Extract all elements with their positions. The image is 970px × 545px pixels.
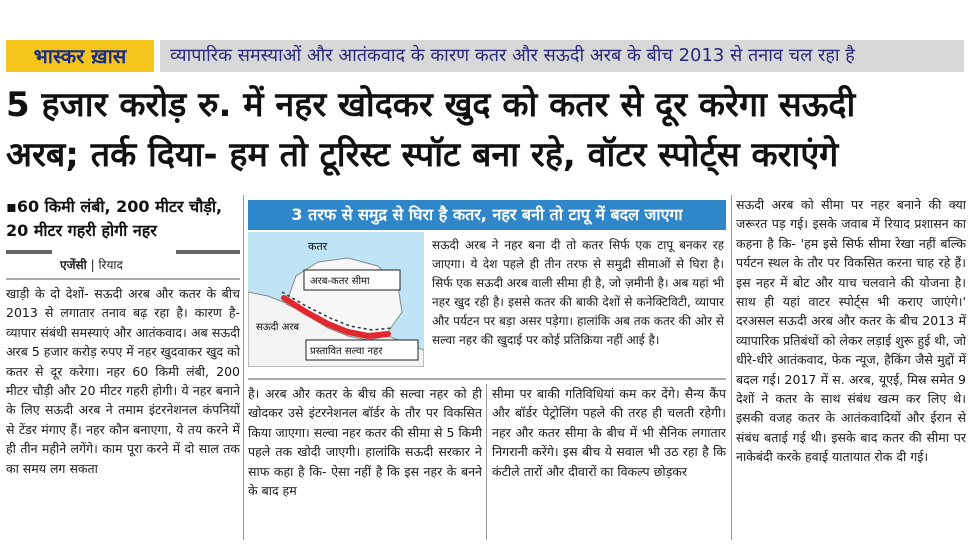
headline (6, 80, 966, 180)
column-3-text: सीमा पर बाकी गतिविधियां कम कर देंगे। सैन्य कैंप और बॉर्डर पेट्रोलिंग पहले की तरह ही चलती रहेगी। नहर और कतर सीमा के बीच में भी सैनिक लगातार निगरानी करेंगे। इस बीच ये सवाल भी उठ रहा है कि कंटीले तारों और दीवारों का विकल्प छोड़कर (492, 386, 726, 479)
column-divider-2 (486, 384, 487, 540)
column-divider-3 (731, 195, 732, 540)
column-1 (6, 284, 240, 478)
column-divider-1 (243, 195, 244, 540)
map-label-qatar: कतर (308, 240, 328, 253)
byline-place: रियाद (98, 258, 123, 272)
map-bottom-rule (248, 378, 726, 380)
byline-underline (6, 278, 240, 280)
headline-line-1: 5 हजार करोड़ रु. में नहर खोदकर खुद को कतर से दूर करेगा सऊदी (6, 85, 856, 125)
map-label-border: अरब-कतर सीमा (310, 276, 370, 287)
section-tag: भास्कर ख़ास (6, 40, 154, 72)
column-1-text: खाड़ी के दो देशों- सऊदी अरब और कतर के बीच 2013 से लगातार तनाव बढ़ रहा है। कारण है- व्यापार संबंधी समस्याएं और आतंकवाद। अब सऊदी अरब 5 हजार करोड़ रुपए में नहर खुदवाकर खुद को कतर से दूर करेगा। नहर 60 किमी लंबी, 200 मीटर चौड़ी और 20 मीटर गहरी होगी। ये नहर बनाने के लिए सऊदी अरब ने तमाम इंटरनेशनल कंपनियों से टेंडर मंगाए हैं। नहर कौन बनाएगा, ये तय करने में ही तीन महीने लगेंगे। काम पूरा करने में दो साल तक का समय लग सकता (6, 286, 240, 476)
byline-rule-right (176, 250, 240, 254)
map-subhead: 3 तरफ से समुद्र से घिरा है कतर, नहर बनी तो टापू में बदल जाएगा (248, 200, 726, 230)
map-description-text: सऊदी अरब ने नहर बना दी तो कतर सिर्फ एक टापू बनकर रह जाएगा। ये देश पहले ही तीन तरफ से समुद्री सीमाओं से घिरा है। सिर्फ एक सऊदी अरब वाली सीमा ही है, जो ज़मीनी है। अब यहां भी नहर खुद रही है। इससे कतर की बाकी देशों से कनेक्टिविटी, व्यापार और पर्यटन पर बड़ा असर पड़ेगा। हालांकि अब तक कतर की ओर से सल्वा नहर की खुदाई पर कोई प्रतिक्रिया नहीं आई है। (432, 238, 724, 347)
column-4-text: सऊदी अरब को सीमा पर नहर बनाने की क्या जरूरत पड़ गई। इसके जवाब में रियाद प्रशासन का कहना है कि- 'हम इसे सिर्फ सीमा रेखा नहीं बल्कि पर्यटन स्थल के तौर पर विकसित करना चाह रहे हैं। इस नहर में बोट और याच चलवाने की योजना है। साथ ही यहां वाटर स्पोर्ट्स भी कराए जाएंगे।' दरअसल सऊदी अरब और कतर के बीच 2013 में व्यापारिक प्रतिबंधों को लेकर लड़ाई शुरू हुई थी, जो धीरे-धीरे आतंकवाद, फेक न्यूज, हैकिंग जैसे मुद्दों में बदल गई। 2017 में स. अरब, यूएई, मिस्र समेत 9 देशों ने कतर के साथ संबंध खत्म कर लिए थे। इसकी वजह कतर के आतंकवादियों और ईरान से संबंध बताई गई थी। इसके बाद कतर की सीमा पर नाकेबंदी करके हवाई यातायात रोक दी गई। (736, 197, 966, 465)
byline: एजेंसी | रियाद (60, 258, 123, 272)
summary-bullet: ▪60 किमी लंबी, 200 मीटर चौड़ी, 20 मीटर गहरी होगी नहर (6, 197, 223, 240)
banner (0, 0, 970, 74)
column-2 (248, 384, 482, 500)
map-label-canal: प्रस्तावित सल्वा नहर (310, 346, 383, 357)
map-label-saudi: सऊदी अरब (256, 322, 300, 333)
byline-rule-left (6, 250, 52, 254)
column-4 (736, 195, 966, 467)
kicker-strip: व्यापारिक समस्याओं और आतंकवाद के कारण कतर और सऊदी अरब के बीच 2013 से तनाव चल रहा है (160, 40, 964, 72)
column-3 (492, 384, 726, 481)
qatar-canal-map (248, 232, 424, 367)
byline-agency: एजेंसी (60, 258, 87, 272)
map-description (432, 236, 724, 350)
column-2-text: है। अरब और कतर के बीच की सल्वा नहर को ही खोदकर उसे इंटरनेशनल बॉर्डर के तौर पर विकसित किया जाएगा। सल्वा नहर कतर की सीमा से 5 किमी पहले तक खोदी जाएगी। हालांकि सऊदी सरकार ने साफ कहा है कि- ऐसा नहीं है कि इस नहर के बनने के बाद हम (248, 386, 482, 499)
headline-line-2: अरब; तर्क दिया- हम तो टूरिस्ट स्पॉट बना रहे, वॉटर स्पोर्ट्स कराएंगे (6, 135, 839, 175)
